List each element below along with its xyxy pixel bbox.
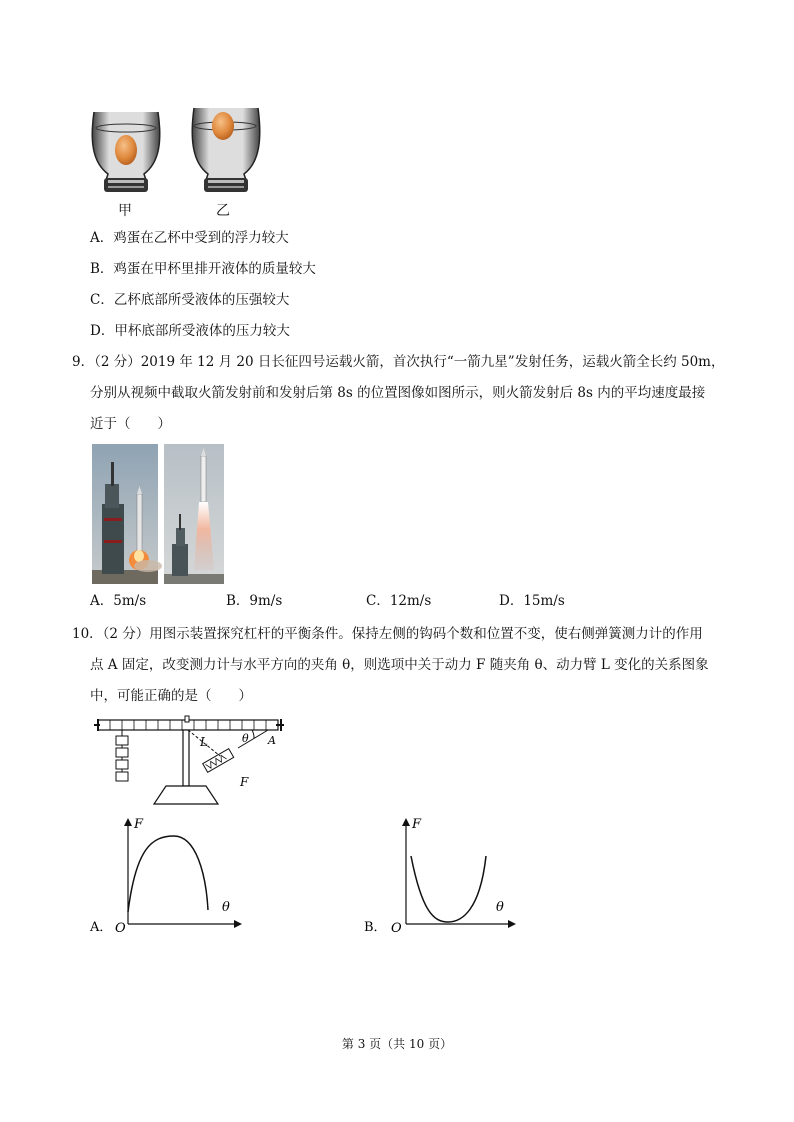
rocket-photos [92, 444, 224, 584]
graph-b-curve [411, 856, 486, 922]
q10-stem-line2: 点 A 固定，改变测力计与水平方向的夹角 θ，则选项中关于动力 F 随夹角 θ、动力臂 L 变化的关系图象 [90, 657, 709, 673]
lever-apparatus [92, 712, 288, 812]
q9-stem-line1: 9．（2 分）2019 年 12 月 20 日长征四号运载火箭，首次执行“一箭九星”发射任务，运载火箭全长约 50m， [72, 354, 725, 370]
label-L: L [200, 735, 208, 749]
q8-option-d: D．甲杯底部所受液体的压力较大 [90, 323, 290, 339]
rocket-photo-before [92, 444, 162, 584]
label-F: F [240, 775, 249, 789]
label-theta: θ [242, 732, 249, 745]
graph-a-curve [128, 836, 208, 912]
rocket-photo-after [164, 444, 224, 584]
graph-b-origin: O [391, 921, 402, 936]
glass-jia [92, 112, 160, 192]
graph-a-option: A． [90, 920, 113, 935]
q9-option-a: A．5m/s [90, 593, 147, 609]
graph-a [88, 814, 244, 938]
egg-glasses-figure [88, 100, 278, 225]
q8-option-a: A．鸡蛋在乙杯中受到的浮力较大 [90, 230, 289, 246]
graph-b-y-label: F [412, 817, 422, 832]
q8-option-c: C．乙杯底部所受液体的压强较大 [90, 292, 290, 308]
q9-option-d: D．15m/s [499, 593, 565, 609]
graph-b-x-label: θ [496, 900, 504, 915]
graph-a-x-label: θ [222, 900, 230, 915]
q9-option-b: B．9m/s [226, 593, 283, 609]
q10-stem-line3: 中，可能正确的是（ ） [90, 688, 252, 704]
cup-label-jia: 甲 [118, 203, 132, 219]
cup-label-yi: 乙 [216, 203, 230, 219]
graph-b [362, 814, 518, 938]
q9-stem-line3: 近于（ ） [90, 416, 171, 432]
q8-option-b: B．鸡蛋在甲杯里排开液体的质量较大 [90, 261, 316, 277]
label-A: A [268, 734, 276, 747]
graph-b-option: B． [364, 920, 387, 935]
q9-stem-line2: 分别从视频中截取火箭发射前和发射后第 8s 的位置图像如图所示，则火箭发射后 8s 内的平均速度最接 [90, 385, 706, 401]
graph-a-y-label: F [134, 817, 144, 832]
glass-yi [192, 108, 260, 192]
q10-stem-line1: 10．（2 分）用图示装置探究杠杆的平衡条件。保持左侧的钩码个数和位置不变，使右侧弹簧测力计的作用 [72, 626, 703, 642]
page-footer: 第 3 页（共 10 页） [341, 1037, 453, 1051]
graph-a-origin: O [115, 921, 126, 936]
q9-option-c: C．12m/s [366, 593, 432, 609]
